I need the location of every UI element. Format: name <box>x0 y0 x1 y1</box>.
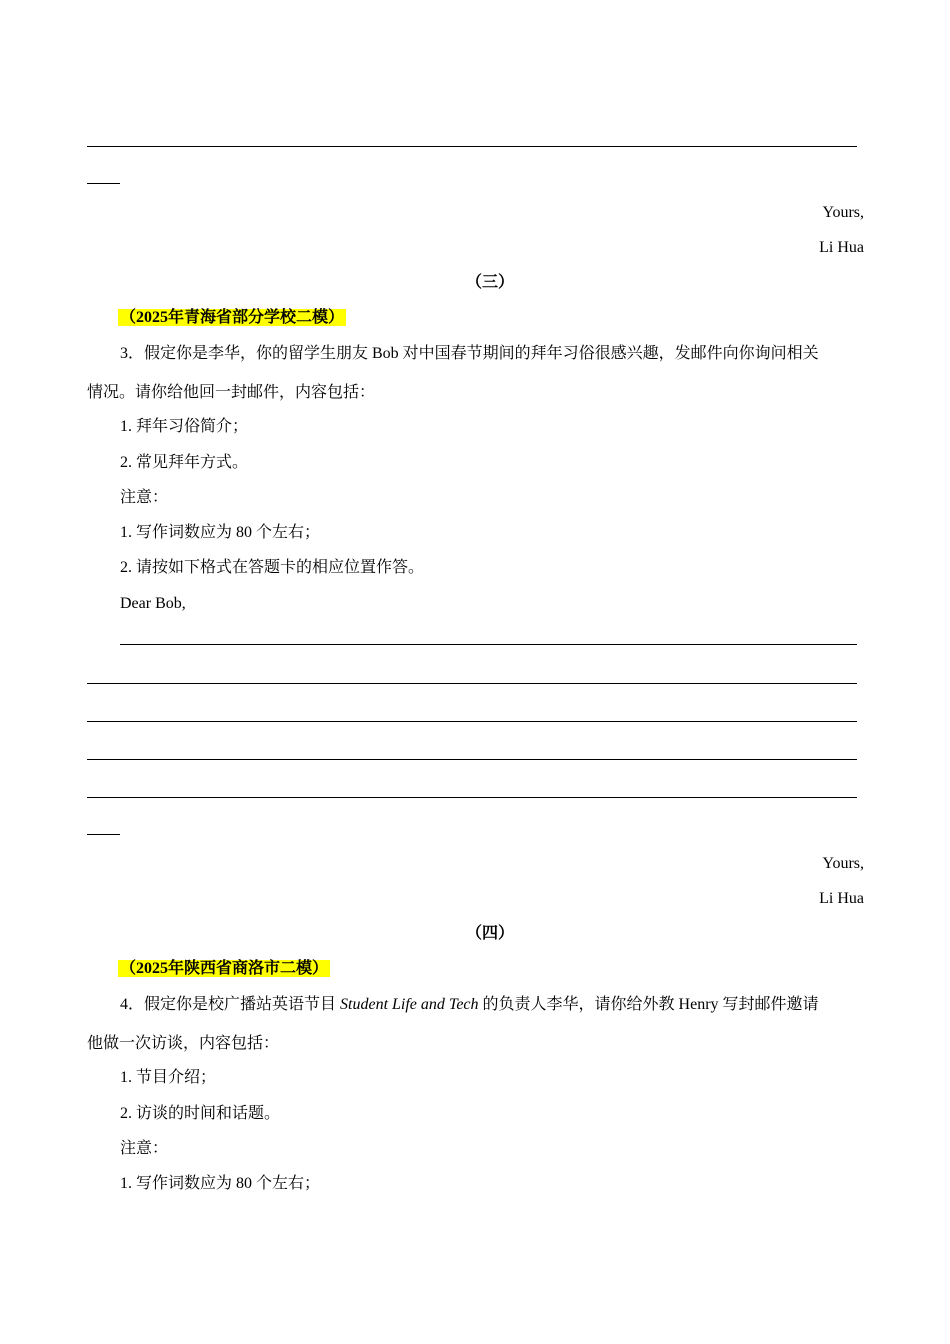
answer-line <box>87 759 857 760</box>
answer-line <box>87 797 857 798</box>
prompt-pre: 4．假定你是校广播站英语节目 <box>120 996 341 1013</box>
signature: Li Hua <box>819 239 864 256</box>
source-tag: （2025年青海省部分学校二模） <box>120 309 345 326</box>
answer-line-short <box>87 834 120 835</box>
answer-line <box>87 721 857 722</box>
content-point: 2. 常见拜年方式。 <box>120 454 249 471</box>
notes-label: 注意： <box>120 1140 169 1157</box>
closing: Yours, <box>822 204 864 221</box>
content-point: 2. 访谈的时间和话题。 <box>120 1105 281 1122</box>
program-name: Student Life and Tech <box>340 996 479 1013</box>
prompt-line-2: 他做一次访谈，内容包括： <box>87 1035 280 1052</box>
answer-line <box>120 644 857 645</box>
source-tag-wrapper <box>118 308 346 328</box>
signature: Li Hua <box>819 890 864 907</box>
answer-line <box>87 146 857 147</box>
notes-label: 注意： <box>120 489 169 506</box>
note-item: 1. 写作词数应为 80 个左右； <box>120 1175 321 1192</box>
prompt-line-2: 情况。请你给他回一封邮件，内容包括： <box>87 384 376 401</box>
answer-line <box>87 683 857 684</box>
source-tag-wrapper <box>118 959 330 979</box>
source-tag: （2025年陕西省商洛市二模） <box>120 960 329 977</box>
content-point: 1. 拜年习俗简介； <box>120 418 249 435</box>
prompt-line-1: 3．假定你是李华，你的留学生朋友 Bob 对中国春节期间的拜年习俗很感兴趣，发邮件向你询问相关 <box>120 345 819 362</box>
note-item: 1. 写作词数应为 80 个左右； <box>120 524 321 541</box>
prompt-post: 的负责人李华，请你给外教 Henry 写封邮件邀请 <box>478 996 819 1013</box>
answer-line-short <box>87 183 120 184</box>
section-heading: （四） <box>465 925 514 942</box>
section-heading: （三） <box>465 274 514 291</box>
closing: Yours, <box>822 855 864 872</box>
note-item: 2. 请按如下格式在答题卡的相应位置作答。 <box>120 559 425 576</box>
content-point: 1. 节目介绍； <box>120 1069 217 1086</box>
salutation: Dear Bob, <box>120 595 186 612</box>
prompt-line-1 <box>120 995 819 1015</box>
